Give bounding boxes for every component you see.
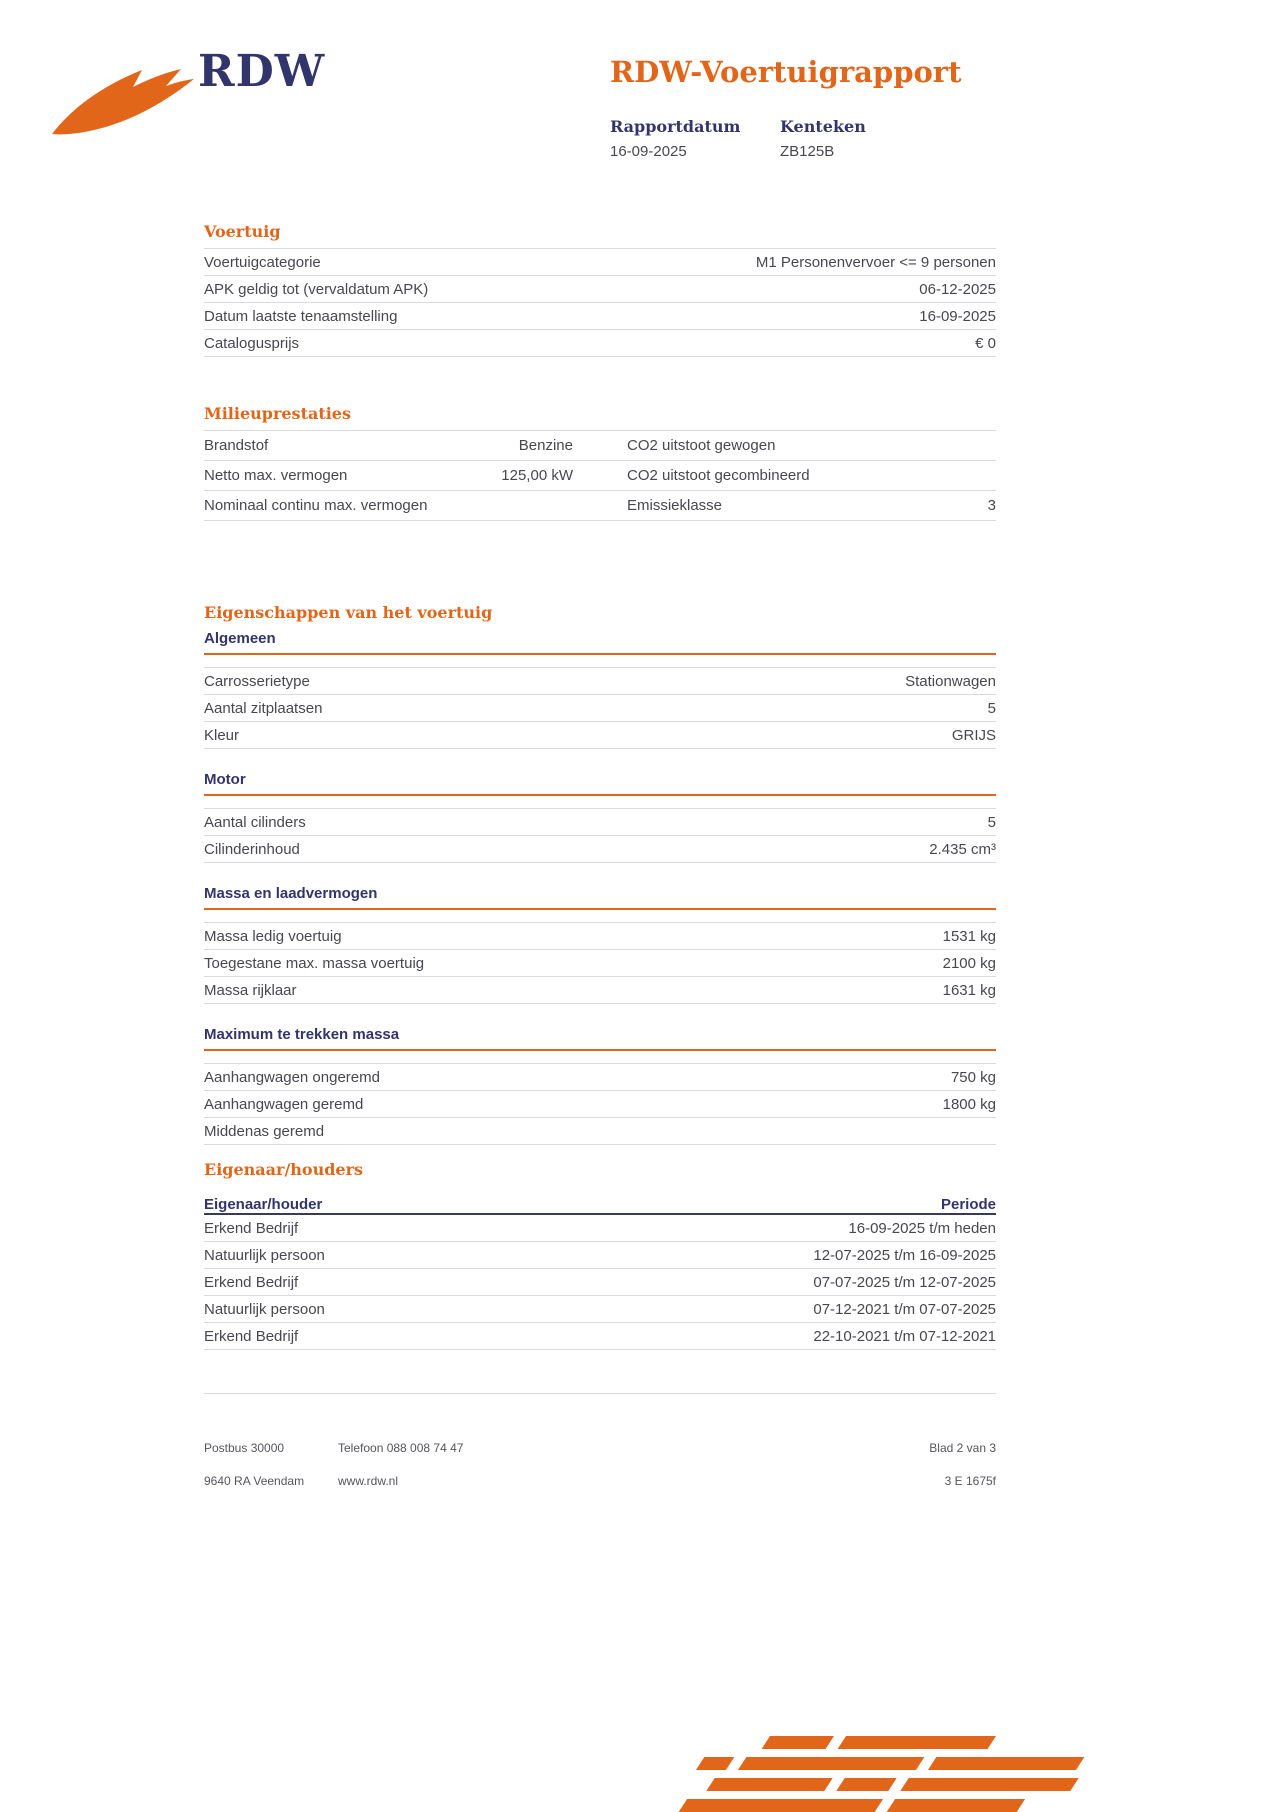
owner-type: Natuurlijk persoon [204, 1300, 325, 1318]
row-value: 5 [987, 699, 996, 717]
kenteken-label: Kenteken [780, 117, 866, 136]
row-label: Aanhangwagen geremd [204, 1095, 364, 1113]
row-label: Aantal zitplaatsen [204, 699, 323, 717]
row-label: APK geldig tot (vervaldatum APK) [204, 280, 429, 298]
owner-type: Erkend Bedrijf [204, 1273, 299, 1291]
subsection-massa [204, 885, 996, 1004]
owner-type: Natuurlijk persoon [204, 1246, 325, 1264]
kenteken-meta [780, 117, 1010, 160]
table-row [204, 1215, 996, 1242]
owner-type: Erkend Bedrijf [204, 1219, 299, 1237]
row-label: Aantal cilinders [204, 813, 306, 831]
row-value: 1631 kg [942, 981, 996, 999]
rapportdatum-meta [610, 117, 780, 160]
row-label: CO2 uitstoot gecombineerd [627, 467, 810, 484]
owner-period: 12-07-2025 t/m 16-09-2025 [813, 1246, 996, 1264]
rdw-swoosh-icon [46, 60, 196, 144]
subsection-motor [204, 771, 996, 863]
algemeen-rows [204, 667, 996, 749]
section-title-eigenaars: Eigenaar/houders [204, 1160, 364, 1179]
section-title-voertuig: Voertuig [204, 222, 281, 241]
report-row [204, 722, 996, 749]
subsection-title: Maximum te trekken massa [204, 1026, 996, 1051]
report-row [204, 330, 996, 357]
subsection-title: Motor [204, 771, 996, 796]
row-label: CO2 uitstoot gewogen [627, 437, 776, 454]
subsection-title: Massa en laadvermogen [204, 885, 996, 910]
row-value: 06-12-2025 [919, 280, 996, 298]
footer-website: www.rdw.nl [338, 1474, 399, 1488]
row-value: € 0 [975, 334, 996, 352]
report-row [204, 491, 996, 521]
section-voertuig [204, 222, 996, 357]
report-title-block [610, 55, 1010, 160]
kenteken-value: ZB125B [780, 143, 835, 160]
rdw-stripes-decoration [648, 1736, 1118, 1812]
row-label: Emissieklasse [627, 497, 723, 514]
report-row [204, 1091, 996, 1118]
report-row [204, 276, 996, 303]
report-row [204, 695, 996, 722]
report-row [204, 668, 996, 695]
report-row [204, 977, 996, 1004]
row-label: Voertuigcategorie [204, 253, 321, 271]
massa-rows [204, 922, 996, 1004]
report-row [204, 809, 996, 836]
report-row [204, 461, 996, 491]
row-value: 750 kg [950, 1068, 996, 1086]
row-value: 2100 kg [942, 954, 996, 972]
footer-page-number: Blad 2 van 3 [929, 1441, 996, 1455]
report-footer [204, 1432, 996, 1498]
row-value: 125,00 kW [501, 467, 573, 484]
row-value: 3 [987, 497, 996, 514]
row-label: Datum laatste tenaamstelling [204, 307, 398, 325]
report-meta [610, 117, 1010, 160]
subsection-trekken-massa [204, 1026, 996, 1145]
report-row [204, 950, 996, 977]
motor-rows [204, 808, 996, 863]
report-row [204, 1118, 996, 1145]
owners-table-header [204, 1189, 996, 1215]
footer-city: 9640 RA Veendam [204, 1474, 305, 1488]
row-label: Cilinderinhoud [204, 840, 300, 858]
row-value: 5 [987, 813, 996, 831]
footer-postbus: Postbus 30000 [204, 1441, 285, 1455]
owner-period: 07-07-2025 t/m 12-07-2025 [813, 1273, 996, 1291]
table-row [204, 1242, 996, 1269]
owner-type: Erkend Bedrijf [204, 1327, 299, 1345]
subsection-title: Algemeen [204, 630, 996, 655]
section-title-eigenschappen: Eigenschappen van het voertuig [204, 603, 493, 622]
report-row [204, 923, 996, 950]
row-label: Massa ledig voertuig [204, 927, 342, 945]
table-row [204, 1269, 996, 1296]
owners-rows [204, 1215, 996, 1394]
row-label: Middenas geremd [204, 1122, 325, 1140]
row-label: Toegestane max. massa voertuig [204, 954, 425, 972]
voertuig-rows [204, 248, 996, 357]
section-milieuprestaties [204, 404, 996, 521]
row-value: M1 Personenvervoer <= 9 personen [755, 253, 996, 271]
table-row [204, 1323, 996, 1350]
report-row [204, 431, 996, 461]
column-header-owner: Eigenaar/houder [204, 1196, 323, 1213]
subsection-algemeen [204, 630, 996, 749]
row-value: 16-09-2025 [919, 307, 996, 325]
report-title: RDW-Voertuigrapport [610, 55, 962, 89]
row-label: Brandstof [204, 437, 269, 454]
rapportdatum-value: 16-09-2025 [610, 143, 687, 160]
section-eigenschappen [204, 603, 996, 1145]
owner-period: 16-09-2025 t/m heden [848, 1219, 996, 1237]
row-label: Nominaal continu max. vermogen [204, 497, 428, 514]
milieu-rows [204, 430, 996, 521]
row-label: Netto max. vermogen [204, 467, 348, 484]
table-row-empty [204, 1350, 996, 1394]
report-row [204, 303, 996, 330]
footer-doc-code: 3 E 1675f [944, 1474, 996, 1488]
rapportdatum-label: Rapportdatum [610, 117, 741, 136]
report-row [204, 249, 996, 276]
footer-address [204, 1432, 338, 1498]
section-title-milieuprestaties: Milieuprestaties [204, 404, 351, 423]
row-label: Massa rijklaar [204, 981, 297, 999]
row-label: Kleur [204, 726, 240, 744]
section-eigenaars [204, 1160, 996, 1394]
row-label: Carrosserietype [204, 672, 310, 690]
row-value: 1531 kg [942, 927, 996, 945]
trekken-massa-rows [204, 1063, 996, 1145]
row-value: 1800 kg [942, 1095, 996, 1113]
column-header-period: Periode [940, 1196, 996, 1213]
report-row [204, 836, 996, 863]
row-value: Stationwagen [905, 672, 996, 690]
row-label: Aanhangwagen ongeremd [204, 1068, 380, 1086]
footer-page-info [929, 1432, 996, 1498]
row-value: 2.435 cm³ [929, 840, 996, 858]
row-label: Catalogusprijs [204, 334, 300, 352]
owner-period: 07-12-2021 t/m 07-07-2025 [813, 1300, 996, 1318]
row-value: Benzine [518, 437, 573, 454]
row-value: GRIJS [951, 726, 996, 744]
rdw-logo-text: RDW [198, 46, 326, 97]
footer-contact [338, 1432, 463, 1498]
report-row [204, 1064, 996, 1091]
table-row [204, 1296, 996, 1323]
footer-phone: Telefoon 088 008 74 47 [338, 1441, 464, 1455]
owner-period: 22-10-2021 t/m 07-12-2021 [813, 1327, 996, 1345]
